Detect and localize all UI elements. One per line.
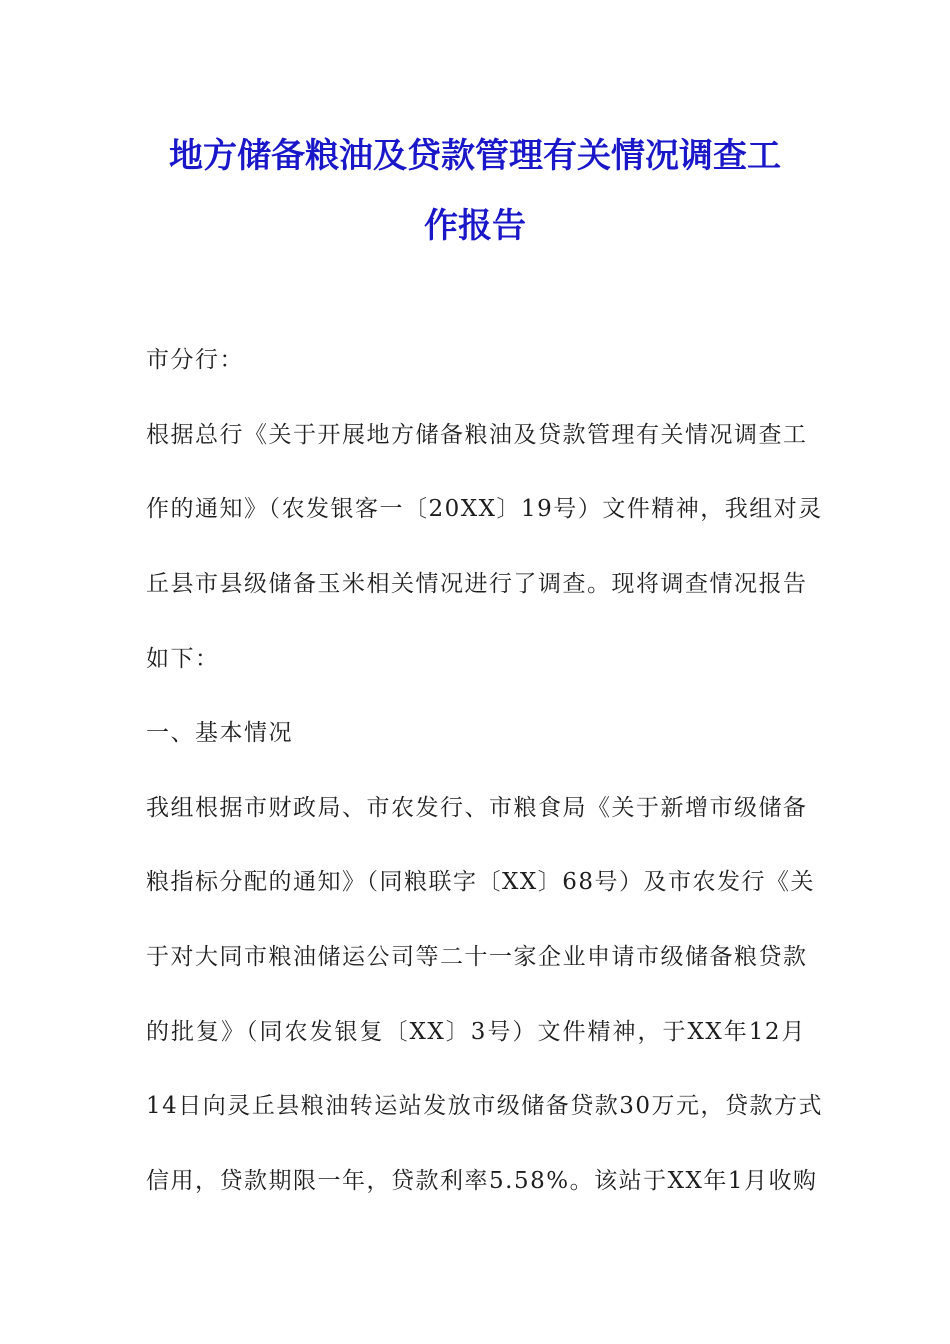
section-heading: 一、基本情况 [146, 720, 293, 746]
salutation: 市分行： [146, 347, 244, 373]
paragraph-2-line: 的批复》（同农发银复〔XX〕3号）文件精神，于XX年12月 [146, 1019, 806, 1045]
paragraph-2-line: 于对大同市粮油储运公司等二十一家企业申请市级储备粮贷款 [146, 944, 808, 970]
paragraph-1-line: 作的通知》（农发银客一〔20XX〕19号）文件精神，我组对灵 [146, 496, 823, 522]
paragraph-1-line: 丘县市县级储备玉米相关情况进行了调查。现将调查情况报告 [146, 571, 808, 597]
document-title-line-1: 地方储备粮油及贷款管理有关情况调查工 [169, 136, 781, 176]
paragraph-2-line: 14日向灵丘县粮油转运站发放市级储备贷款30万元，贷款方式 [146, 1093, 824, 1119]
paragraph-2-line: 粮指标分配的通知》（同粮联字〔XX〕68号）及市农发行《关 [146, 869, 816, 895]
paragraph-1-line: 根据总行《关于开展地方储备粮油及贷款管理有关情况调查工 [146, 422, 808, 448]
paragraph-1-line: 如下： [146, 646, 220, 672]
paragraph-2-line: 我组根据市财政局、市农发行、市粮食局《关于新增市级储备 [146, 795, 808, 821]
document-title-line-2: 作报告 [424, 206, 526, 246]
paragraph-2-line: 信用，贷款期限一年，贷款利率5.58%。该站于XX年1月收购 [146, 1168, 818, 1194]
